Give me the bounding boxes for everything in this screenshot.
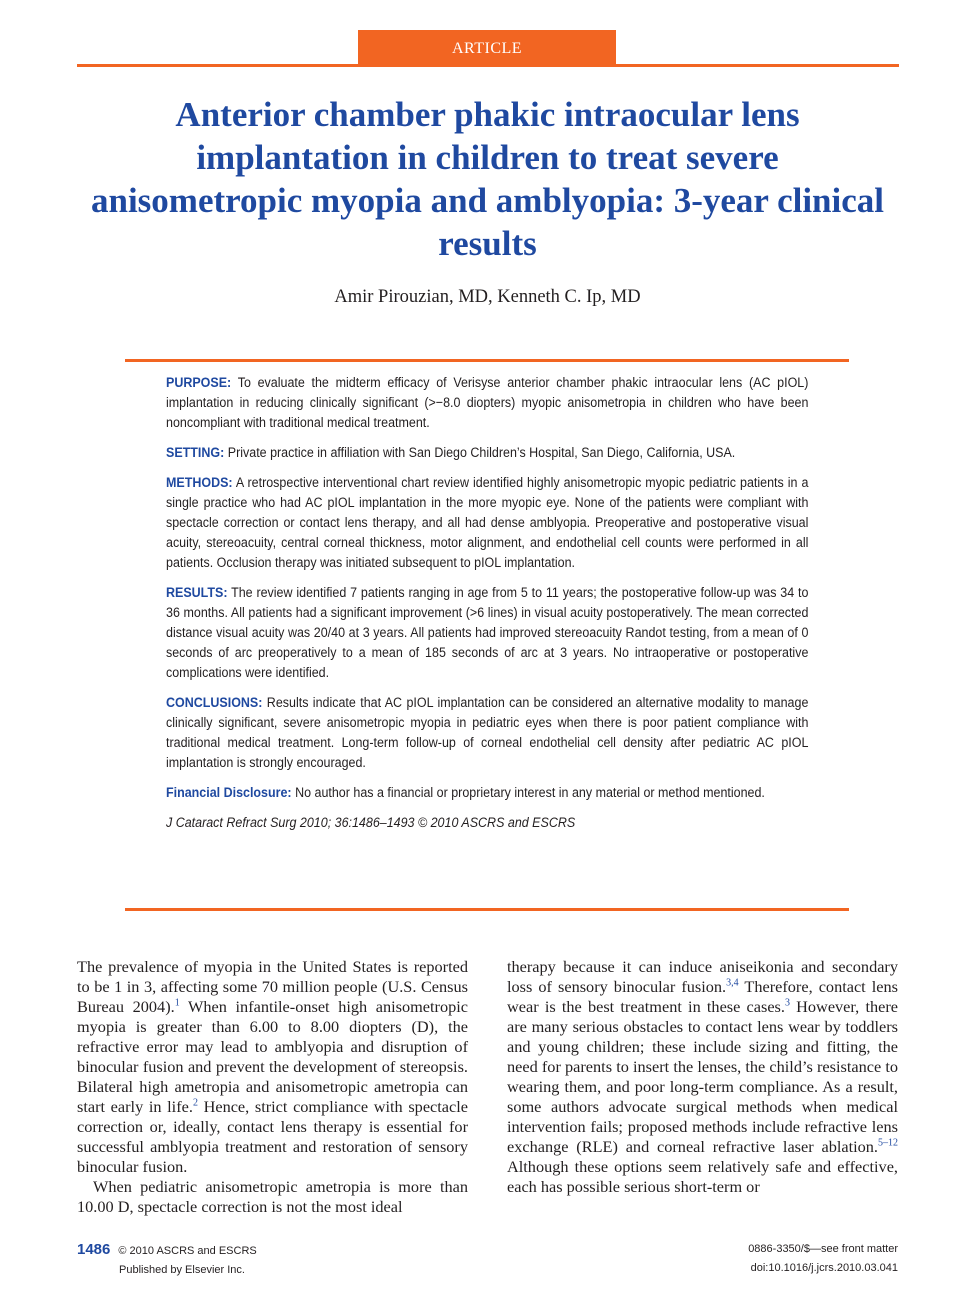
abstract-disclosure [166, 783, 808, 803]
purpose-text: To evaluate the midterm efficacy of Verisyse anterior chamber phakic intraocular lens (AC pIOL) implantation in reducing clinically significant (>−8.0 diopters) myopic anisometropia in children who have been noncompliant with traditional medical treatment. [166, 375, 809, 431]
methods-text: A retrospective interventional chart review identified highly anisometropic myopic pediatric patients in a single practice who had AC pIOL implantation in the more myopic eye. None of the patients were compliant with spectacle correction or contact lens therapy, and all had dense amblyopia. Preoperative and postoperative visual acuity, stereoacuity, central corneal thickness, motor alignment, and endothelial cell counts were performed in all patients. Occlusion therapy was initiated subsequent to pIOL implantation. [166, 475, 809, 571]
disclosure-text: No author has a financial or proprietary interest in any material or method mentioned. [295, 785, 765, 801]
body-text: Therefore, contact lens wear is the best treatment in these cases. [507, 977, 898, 1016]
publisher: Published by Elsevier Inc. [119, 1264, 245, 1276]
body-text: However, there are many serious obstacles to contact lens wear by toddlers and young children; these include sizing and fitting, the need for parents to insert the lenses, the child’s resistance to wearing them, and poor long-term compliance. As a result, some authors advocate surgical methods when medical intervention fails; proposed methods include refractive lens exchange (RLE) and corneal refractive laser ablation. [507, 997, 898, 1156]
abstract-conclusions [166, 693, 808, 773]
reference-link[interactable]: 2 [192, 1097, 198, 1109]
reference-link[interactable]: 3,4 [726, 977, 739, 989]
methods-label: METHODS: [166, 475, 233, 491]
reference-link[interactable]: 5–12 [878, 1137, 898, 1149]
body-text: therapy because it can induce aniseikonia and secondary loss of sensory binocular fusion. [507, 957, 898, 996]
body-column-right [507, 957, 898, 1197]
body-text: The prevalence of myopia in the United States is reported to be 1 in 3, affecting some 70 million people (U.S. Census Bureau 2004). [77, 957, 468, 1016]
setting-label: SETTING: [166, 445, 225, 461]
journal-citation: J Cataract Refract Surg 2010; 36:1486–1493 © 2010 ASCRS and ESCRS [166, 815, 576, 831]
page-number: 1486 [77, 1241, 111, 1258]
reference-link[interactable]: 3 [784, 997, 790, 1009]
results-label: RESULTS: [166, 585, 228, 601]
abstract-top-rule [125, 359, 849, 362]
header-rule [77, 64, 899, 67]
abstract [166, 373, 809, 833]
copyright: © 2010 ASCRS and ESCRS [118, 1245, 257, 1257]
conclusions-label: CONCLUSIONS: [166, 695, 263, 711]
body-paragraph [507, 957, 898, 1197]
purpose-label: PURPOSE: [166, 375, 232, 391]
abstract-bottom-rule [125, 908, 849, 911]
reference-link[interactable]: 1 [174, 997, 180, 1009]
issn: 0886-3350/$—see front matter [748, 1243, 898, 1255]
setting-text: Private practice in affiliation with San Diego Children’s Hospital, San Diego, California, USA. [227, 445, 736, 461]
body-paragraph [77, 957, 468, 1177]
abstract-methods [166, 473, 808, 573]
body-text: Although these options seem relatively safe and effective, each has possible serious short-term or [507, 1157, 898, 1196]
article-type-tag: ARTICLE [358, 30, 616, 66]
abstract-purpose [166, 373, 808, 433]
author-list: Amir Pirouzian, MD, Kenneth C. Ip, MD [334, 287, 641, 307]
doi[interactable]: doi:10.1016/j.jcrs.2010.03.041 [750, 1262, 898, 1274]
article-title: Anterior chamber phakic intraocular lens implantation in children to treat severe anisometropic myopia and amblyopia: 3-year clinical results [90, 95, 885, 263]
results-text: The review identified 7 patients ranging in age from 5 to 11 years; the postoperative follow-up was 34 to 36 months. All patients had a significant improvement (>6 lines) in visual acuity postoperatively. The mean corrected distance visual acuity was 20/40 at 3 years. All patients had improved stereoacuity Randot testing, from a mean of 0 seconds of arc preoperatively to a mean of 185 seconds of arc at 3 years. No intraoperative or postoperative complications were identified. [166, 585, 809, 681]
abstract-setting [166, 443, 808, 463]
footer-right [748, 1240, 898, 1278]
body-paragraph: When pediatric anisometropic ametropia is more than 10.00 D, spectacle correction is not the most ideal [77, 1177, 468, 1216]
body-column-left [77, 957, 468, 1217]
conclusions-text: Results indicate that AC pIOL implantation can be considered an alternative modality to manage clinically significant, severe anisometropic myopia in pediatric eyes when there is poor patient compliance with traditional medical treatment. Long-term follow-up of corneal endothelial cell density after pediatric AC pIOL implantation is strongly encouraged. [166, 695, 809, 771]
disclosure-label: Financial Disclosure: [166, 785, 292, 801]
body-text: Hence, strict compliance with spectacle correction or, ideally, contact lens therapy is essential for successful amblyopia treatment and restoration of sensory binocular fusion. [77, 1097, 468, 1176]
body-text: When infantile-onset high anisometropic myopia is greater than 6.00 to 8.00 diopters (D), the refractive error may lead to amblyopia and disruption of binocular fusion and prevent the development of stereopsis. Bilateral high ametropia and anisometropic ametropia can start early in life. [77, 997, 468, 1116]
abstract-results [166, 583, 808, 683]
footer-left [77, 1240, 257, 1280]
